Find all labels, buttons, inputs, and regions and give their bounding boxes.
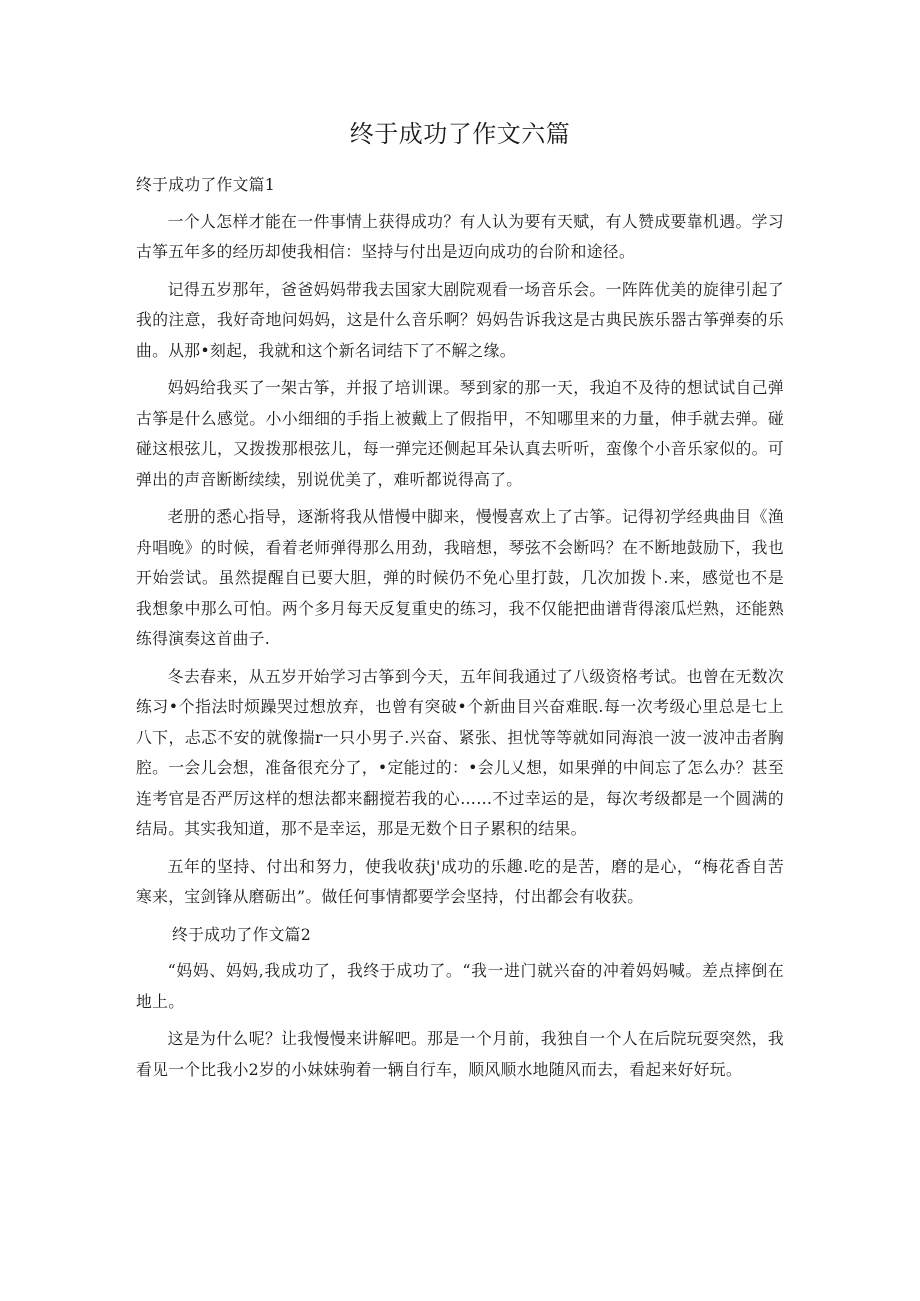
document-body <box>136 170 784 1092</box>
section-heading: 终于成功了作文篇1 <box>136 175 276 194</box>
paragraph: “妈妈、妈妈,我成功了，我终于成功了。“我一进门就兴奋的冲着妈妈喊。差点摔倒在地上。 <box>136 961 784 1011</box>
paragraph: 冬去春来，从五岁开始学习古筝到今天，五年间我通过了八级资格考试。也曾在无数次练习•个指法时烦躁哭过想放弃，也曾有突破•个新曲目兴奋难眠.每一次考级心里总是七上八下，忐忑不安的就像揣r一只小男子.兴奋、紧张、担忧等等就如同海浪一波一波冲击者胸腔。一会儿会想，准备很充分了，•定能过的：•会儿乂想，如果弹的中间忘了怎么办？甚至连考官是否严厉这样的想法都来翻搅若我的心……不过幸运的是，每次考级都是一个圆满的结局。其实我知道，那不是幸运，那是无数个日子累积的结果。 <box>136 666 784 838</box>
paragraph: 老册的悉心指导，逐渐将我从惜慢中脚来，慢慢喜欢上了古筝。记得初学经典曲目《渔舟唱晚》的时候，看着老师弹得那么用劲，我暗想，琴弦不会断吗？在不断地鼓励下，我也开始尝试。虽然提醒自已要大胆，弹的时候仍不免心里打鼓，几次加拨卜.来，感觉也不是我想象中那么可怕。两个多月每天反复重史的练习，我不仅能把曲谱背得滚瓜烂熟，还能熟练得演奏这首曲子. <box>136 507 784 648</box>
paragraph: 妈妈给我买了一架古筝，并报了培训课。琴到家的那一天，我迫不及待的想试试自己弹古筝是什么感觉。小小细细的手指上被戴上了假指甲，不知哪里来的力量，伸手就去弹。碰碰这根弦儿，又拨拨那根弦儿，每一弹完还侧起耳朵认真去听听，蛮像个小音乐家似的。可弹出的声音断断续续，别说优美了，难听都说得高了。 <box>136 378 784 489</box>
paragraph: 这是为什么呢？让我慢慢来讲解吧。那是一个月前，我独自一个人在后院玩耍突然，我看见一个比我小2岁的小妹妹驹着一辆自行车，顺风顺水地随风而去，看起来好好玩。 <box>136 1029 784 1079</box>
paragraph: 五年的坚持、付出和努力，使我收获j'成功的乐趣.吃的是苦，磨的是心，“梅花香自苦寒来，宝剑锋从磨砺出”。做任何事情都要学会坚持，付出都会有收获。 <box>136 856 784 906</box>
essay-section-2 <box>136 920 784 1086</box>
paragraph: 记得五岁那年，爸爸妈妈带我去国家大剧院观看一场音乐会。一阵阵优美的旋律引起了我的注意，我好奇地问妈妈，这是什么音乐啊？妈妈告诉我这是古典民族乐器古筝弹奏的乐曲。从那•刻起，我就和这个新名词结下了不解之缘。 <box>136 279 784 360</box>
section-heading: 终于成功了作文篇2 <box>172 924 312 944</box>
paragraph: 一个人怎样才能在一件事情上获得成功？有人认为要有天赋，有人赞成要靠机遇。学习古筝五年多的经历却使我相信：坚持与付出是迈向成功的台阶和途径。 <box>136 211 784 261</box>
essay-section-1 <box>136 170 784 913</box>
document-title: 终于成功了作文六篇 <box>349 120 571 148</box>
